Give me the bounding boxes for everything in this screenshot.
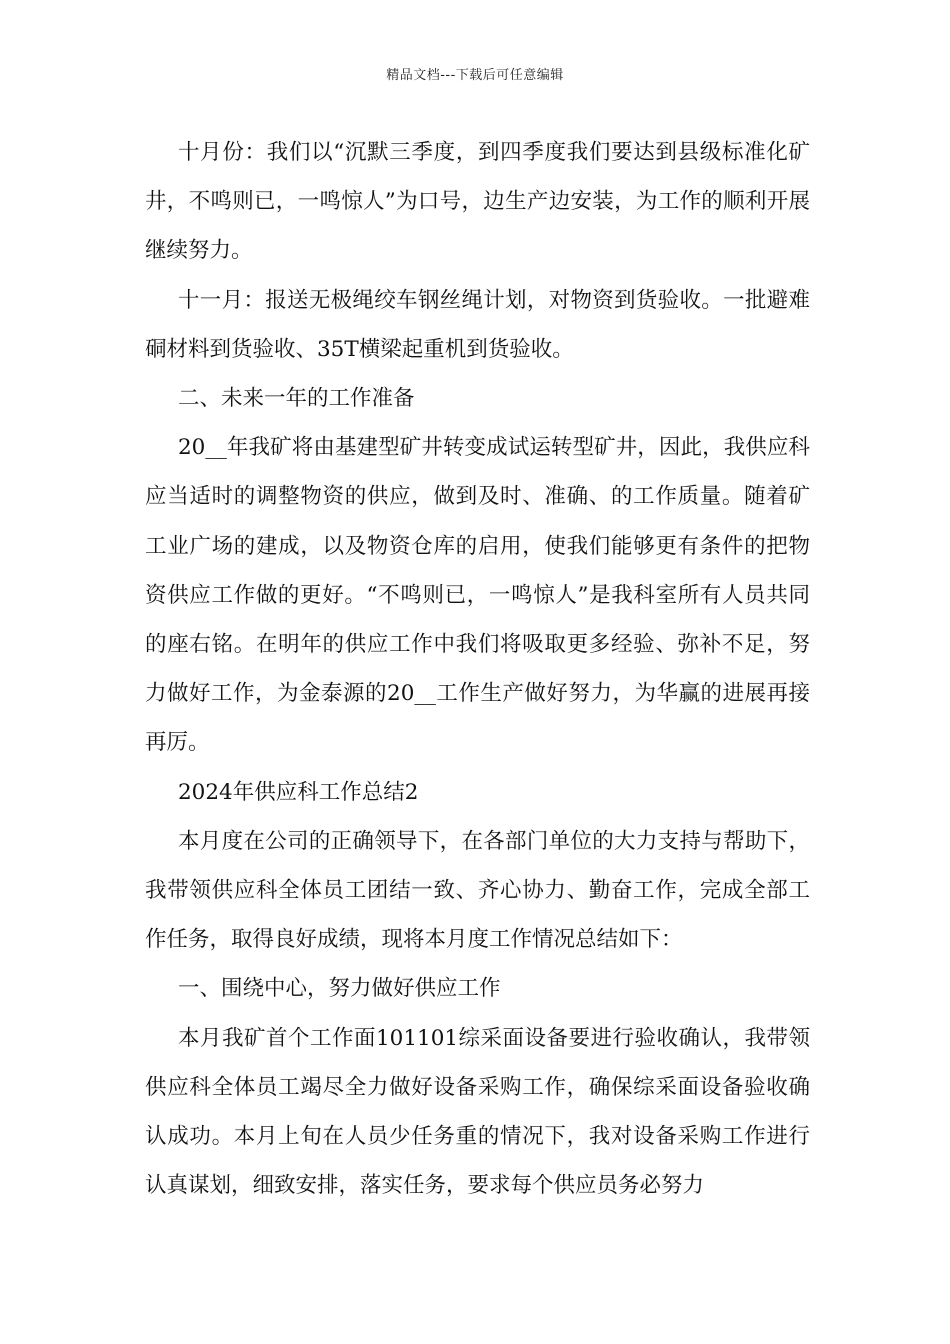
summary-title-2: 2024年供应科工作总结2 — [178, 779, 419, 805]
paragraph-october: 十月份：我们以“沉默三季度，到四季度我们要达到县级标准化矿井，不鸣则已，一鸣惊人”为口号，边生产边安装，为工作的顺利开展继续努力。 — [145, 140, 810, 264]
paragraph-equipment-procurement: 本月我矿首个工作面101101综采面设备要进行验收确认，我带领供应科全体员工竭尽全力做好设备采购工作，确保综采面设备验收确认成功。本月上旬在人员少任务重的情况下，我对设备采购工作进行认真谋划，细致安排，落实任务，要求每个供应员务必努力 — [145, 1025, 810, 1199]
section-heading-next-year: 二、未来一年的工作准备 — [178, 386, 415, 412]
section-heading-supply-work: 一、围绕中心，努力做好供应工作 — [178, 976, 501, 1002]
page-header: 精品文档---下载后可任意编辑 — [386, 68, 564, 83]
paragraph-next-year-plan: 20__年我矿将由基建型矿井转变成试运转型矿井，因此，我供应科应当适时的调整物资的供应，做到及时、准确、的工作质量。随着矿工业广场的建成，以及物资仓库的启用，使我们能够更有条件的把物资供应工作做的更好。“不鸣则已，一鸣惊人”是我科室所有人员共同的座右铭。在明年的供应工作中我们将吸取更多经验、弥补不足，努力做好工作，为金泰源的20__工作生产做好努力，为华赢的进展再接再厉。 — [145, 435, 810, 756]
paragraph-monthly-intro: 本月度在公司的正确领导下，在各部门单位的大力支持与帮助下，我带领供应科全体员工团结一致、齐心协力、勤奋工作，完成全部工作任务，取得良好成绩，现将本月度工作情况总结如下： — [145, 828, 810, 953]
document-body — [145, 128, 810, 1210]
paragraph-november: 十一月：报送无极绳绞车钢丝绳计划，对物资到货验收。一批避难硐材料到货验收、35T横梁起重机到货验收。 — [145, 287, 810, 362]
